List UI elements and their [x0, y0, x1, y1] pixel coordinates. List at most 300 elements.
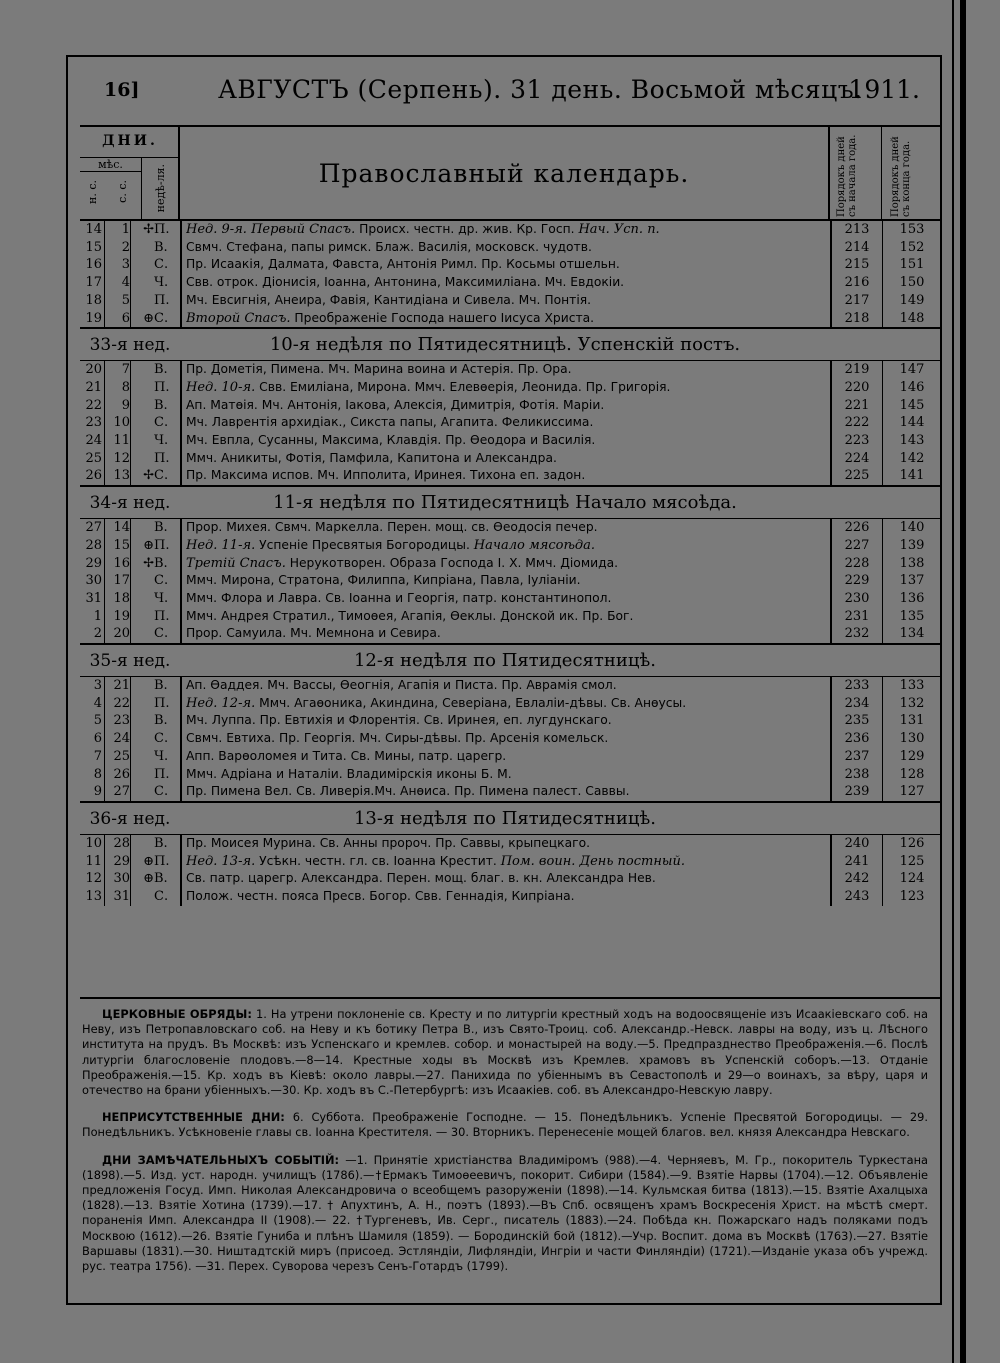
day-from-start: 243: [844, 889, 870, 904]
weekday: П.: [154, 379, 170, 395]
week-title: 11-я недѣля по Пятидесятницѣ Начало мясоѣда.: [273, 492, 737, 514]
day-to-end: 131: [899, 713, 925, 729]
calendar-table: [80, 125, 942, 999]
table-row: [80, 379, 942, 397]
calendar-title: Православный календарь.: [318, 159, 690, 188]
table-row: [80, 835, 942, 853]
saints-text: [186, 853, 826, 871]
weekday: Ч.: [154, 275, 169, 291]
saints-list: Свв. отрок. Діонисія, Іоанна, Антонина, Максимиліана. Мч. Евдокіи.: [186, 275, 625, 290]
table-row: [80, 256, 942, 274]
column-rule: [130, 221, 131, 327]
column-rule: [882, 221, 883, 327]
day-to-end: 136: [899, 590, 925, 606]
saints-text: [186, 310, 826, 328]
day-to-end: 151: [899, 257, 925, 273]
saints-list: Св. патр. царегр. Александра. Перен. мощ. благ. в. кн. Александра Нев.: [186, 871, 656, 886]
header-col-from-start: [830, 127, 882, 221]
saints-list: Пр. Пимена Вел. Св. Ливерія.Мч. Анѳиса. Пр. Пимена палест. Саввы.: [186, 784, 630, 799]
page-number: 16]: [104, 79, 140, 101]
new-style-day: 9: [93, 784, 102, 800]
old-style-day: 29: [113, 853, 130, 869]
day-to-end: 147: [899, 362, 925, 378]
table-row: [80, 239, 942, 257]
weekday: Ч.: [154, 748, 169, 764]
feast-symbol: ✢: [143, 222, 154, 237]
day-from-start: 233: [844, 678, 870, 693]
day-to-end: 130: [899, 731, 925, 747]
new-style-day: 31: [85, 590, 102, 606]
saints-text: [186, 625, 826, 643]
day-to-end: 144: [899, 415, 925, 431]
day-to-end: 133: [899, 678, 925, 693]
weekday: П.: [154, 222, 170, 237]
table-row: [80, 274, 942, 292]
day-to-end: 132: [899, 695, 925, 711]
old-style-day: 25: [113, 748, 130, 764]
column-rule: [104, 361, 105, 485]
week-label: 35-я нед.: [89, 651, 171, 671]
table-row: [80, 590, 942, 608]
feast-symbol: ✢: [143, 555, 154, 571]
saints-list: Ммч. Агаѳоника, Акиндина, Северіана, Евлаліи-дѣвы. Св. Анѳусы.: [255, 695, 687, 710]
table-row: [80, 695, 942, 713]
saints-text: [186, 239, 826, 257]
column-rule: [830, 361, 832, 485]
day-from-start: 216: [844, 275, 870, 291]
table-row: [80, 730, 942, 748]
feast-note: Пом. воин. День постный.: [500, 853, 686, 869]
column-rule: [104, 519, 105, 643]
day-from-start: 235: [844, 713, 870, 729]
saints-text: [186, 555, 826, 573]
saints-list: Пр. Дометія, Пимена. Мч. Марина воина и Астерія. Пр. Ора.: [186, 362, 572, 377]
table-row: [80, 555, 942, 573]
saints-list: Ммч. Аникиты, Фотія, Памфила, Капитона и Александра.: [186, 450, 557, 465]
weekday: С.: [154, 257, 169, 273]
column-rule: [130, 835, 131, 906]
page-title: АВГУСТЪ (Серпень). 31 день. Восьмой мѣсяцъ.: [218, 75, 863, 104]
weekday: В.: [154, 871, 168, 887]
saints-text: [186, 695, 826, 713]
saints-list: Ап. Ѳаддея. Мч. Вассы, Ѳеогнія, Агапія и Писта. Пр. Аврамія смол.: [186, 678, 617, 692]
week-label: 36-я нед.: [89, 808, 171, 829]
table-row: [80, 783, 942, 801]
old-style-day: 28: [113, 835, 130, 851]
day-from-start: 238: [844, 766, 870, 782]
day-from-start: 215: [844, 257, 870, 273]
weekday: В.: [154, 555, 168, 571]
weekday: П.: [154, 450, 170, 466]
old-style-day: 9: [121, 397, 130, 413]
new-style-day: 25: [85, 450, 102, 466]
weekday: Ч.: [154, 433, 169, 448]
binding-edge-line: [960, 0, 966, 1363]
table-row: [80, 432, 942, 450]
day-to-end: 142: [899, 450, 925, 466]
saints-list: Прор. Самуила. Мч. Мемнона и Севира.: [186, 626, 441, 641]
weekday: С.: [154, 468, 169, 484]
column-rule: [180, 221, 182, 327]
saints-text: [186, 361, 826, 379]
saints-list: Мч. Луппа. Пр. Евтихія и Флорентія. Св. Иринея, еп. лугдунскаго.: [186, 713, 612, 728]
new-style-day: 4: [93, 695, 102, 711]
weekday: С.: [154, 415, 169, 431]
old-style-day: 1: [121, 222, 130, 237]
table-row: [80, 888, 942, 906]
table-row: [80, 519, 942, 537]
old-style-day: 18: [113, 590, 130, 606]
saints-list: Апп. Варѳоломея и Тита. Св. Мины, патр. царегр.: [186, 748, 507, 763]
weekday: С.: [154, 889, 169, 904]
new-style-day: 2: [93, 626, 102, 642]
old-style-day: 13: [113, 468, 130, 484]
day-from-start: 228: [844, 555, 870, 571]
column-rule: [130, 361, 131, 485]
page-header: [68, 57, 940, 127]
table-row: [80, 414, 942, 432]
day-from-start: 241: [844, 853, 870, 869]
saints-list: Пр. Исаакія, Далмата, Фавста, Антонія Римл. Пр. Косьмы отшельн.: [186, 257, 620, 272]
saints-list: Ммч. Андрея Стратил., Тимоѳея, Агапія, Ѳеклы. Донской ик. Пр. Бог.: [186, 608, 634, 623]
day-from-start: 237: [844, 748, 870, 764]
table-row: [80, 748, 942, 766]
day-from-start: 213: [844, 222, 870, 237]
day-to-end: 126: [899, 835, 925, 851]
day-from-start: 230: [844, 590, 870, 606]
day-from-start: 214: [844, 239, 870, 255]
new-style-day: 18: [85, 292, 102, 308]
weekday: С.: [154, 310, 169, 326]
table-row: [80, 310, 942, 328]
header-col-to-end-label: Порядокъ дней съ конца года.: [890, 136, 912, 217]
day-from-start: 232: [844, 626, 870, 642]
old-style-day: 3: [121, 257, 130, 273]
page-year: 1911.: [848, 75, 920, 104]
saints-text: [186, 748, 826, 766]
saints-text: [186, 608, 826, 626]
saints-text: [186, 221, 826, 239]
old-style-day: 31: [113, 889, 130, 904]
binding-edge-line-thin: [952, 0, 954, 1363]
table-row: [80, 625, 942, 643]
day-to-end: 145: [899, 397, 925, 413]
new-style-day: 11: [85, 853, 102, 869]
column-rule: [830, 221, 832, 327]
holidays-paragraph: [82, 1110, 928, 1140]
new-style-day: 7: [93, 748, 102, 764]
column-rule: [830, 677, 832, 801]
day-to-end: 150: [899, 275, 925, 291]
saints-text: [186, 537, 826, 555]
saints-text: [186, 572, 826, 590]
new-style-day: 14: [85, 222, 102, 237]
old-style-day: 15: [113, 537, 130, 553]
notes-section: [82, 1007, 928, 1286]
column-rule: [882, 835, 883, 906]
day-from-start: 226: [844, 520, 870, 536]
weekday: П.: [154, 766, 170, 782]
new-style-day: 21: [85, 379, 102, 395]
table-row: [80, 361, 942, 379]
day-to-end: 124: [899, 871, 925, 887]
day-to-end: 143: [899, 433, 925, 448]
day-from-start: 224: [844, 450, 870, 466]
table-row: [80, 221, 942, 239]
saints-list: Свв. Емиліана, Мирона. Ммч. Елевѳерія, Леонида. Пр. Григорія.: [255, 379, 671, 394]
church-rites-paragraph: [82, 1007, 928, 1098]
saints-list: Усѣкн. честн. гл. св. Іоанна Крестит.: [255, 853, 501, 868]
old-style-day: 4: [121, 275, 130, 291]
old-style-day: 24: [113, 731, 130, 747]
old-style-day: 8: [121, 379, 130, 395]
table-row: [80, 608, 942, 626]
saints-list: Пр. Моисея Мурина. Св. Анны пророч. Пр. Саввы, крыпецкаго.: [186, 835, 591, 850]
column-rule: [882, 519, 883, 643]
events-paragraph: [82, 1153, 928, 1275]
day-to-end: 138: [899, 555, 925, 571]
week-label: 33-я нед.: [89, 335, 171, 356]
day-from-start: 222: [844, 415, 870, 431]
weekday: С.: [154, 731, 169, 747]
day-to-end: 141: [899, 468, 925, 484]
weekday: Ч.: [154, 590, 169, 606]
header-col-from-start-label: Порядокъ дней съ начала года.: [836, 134, 858, 217]
new-style-day: 28: [85, 537, 102, 553]
day-to-end: 148: [899, 310, 925, 326]
day-to-end: 152: [899, 239, 925, 255]
new-style-day: 26: [85, 468, 102, 484]
week-header: [80, 485, 942, 519]
table-row: [80, 572, 942, 590]
saints-text: [186, 414, 826, 432]
day-from-start: 242: [844, 871, 870, 887]
new-style-day: 27: [85, 520, 102, 536]
header-col-to-end: [882, 127, 942, 221]
saints-list: Преображеніе Господа нашего Іисуса Христа.: [290, 310, 595, 325]
week-label: 34-я нед.: [89, 493, 171, 514]
saints-text: [186, 432, 826, 450]
header-days: [80, 127, 180, 221]
day-from-start: 236: [844, 731, 870, 747]
day-to-end: 125: [899, 853, 925, 869]
table-row: [80, 677, 942, 695]
table-row: [80, 467, 942, 485]
week-header: [80, 327, 942, 361]
column-rule: [180, 835, 182, 906]
header-days-label: ДНИ.: [102, 133, 158, 149]
saints-text: [186, 379, 826, 397]
column-rule: [830, 835, 832, 906]
header-month-label: мѣс.: [80, 158, 141, 172]
old-style-day: 12: [113, 450, 130, 466]
column-rule: [130, 519, 131, 643]
church-rites-text: 1. На утрени поклоненіе св. Кресту и по литургіи крестный ходъ на водоосвященіе изъ Исаакіевскаго соб. на Неву, изъ Петропавловскаго соб. на Неву и къ ботику Петра В., изъ Свято-Троиц. соб. Александр.-Невск. лавры на воду, изъ ц. Лѣсного института на прудъ. Въ Москвѣ: изъ Успенскаго и кремлев. собор. и монастырей на воду.—5. Предпразднество Преображенія.—6. Послѣ литургіи благословеніе плодовъ.—8—14. Крестные ходы въ Москвѣ изъ Кремлев. храмовъ въ Успенскій соборъ.—13. Отданіе Преображенія.—15. Кр. ходъ въ Кіевѣ: около лавры.—27. Панихида по убіеннымъ въ Севастополѣ и 29—о воинахъ, за вѣру, царя и отечество на брани убіенныхъ.—30. Кр. ходъ въ С.-Петербургѣ: изъ Исаакіев. соб. въ Александро-Невскую лавру.: [82, 1007, 928, 1098]
saints-list: Мч. Лаврентія архидіак., Сикста папы, Агапита. Феликиссима.: [186, 415, 594, 430]
weekday: П.: [154, 292, 170, 308]
day-to-end: 139: [899, 537, 925, 553]
day-from-start: 231: [844, 608, 870, 624]
column-rule: [104, 677, 105, 801]
old-style-day: 17: [113, 573, 130, 589]
header-main: [180, 127, 830, 221]
day-to-end: 140: [899, 520, 925, 536]
day-to-end: 127: [899, 784, 925, 800]
header-weekday-label: недѣ-ля.: [154, 164, 167, 213]
day-from-start: 240: [844, 835, 870, 851]
day-to-end: 146: [899, 379, 925, 395]
header-month: [80, 157, 142, 221]
week-header: [80, 643, 942, 677]
column-rule: [830, 519, 832, 643]
day-to-end: 137: [899, 573, 925, 589]
column-rule: [104, 221, 105, 327]
weekday: В.: [154, 239, 168, 255]
weekday: В.: [154, 520, 168, 536]
new-style-day: 13: [85, 889, 102, 904]
weekday: С.: [154, 784, 169, 800]
table-row: [80, 397, 942, 415]
new-style-day: 12: [85, 871, 102, 887]
new-style-day: 16: [85, 257, 102, 273]
holidays-text: 6. Суббота. Преображеніе Господне. — 15. Понедѣльникъ. Успеніе Пресвятой Богородицы. — 29. Понедѣльникъ. Усѣкновеніе главы св. Іоанна Крестителя. — 30. Вторникъ. Перенесеніе мощей благов. вел. князя Александра Невскаго.: [82, 1110, 928, 1140]
events-text: —1. Принятіе христіанства Владиміромъ (988).—4. Черняевъ, М. Гр., покоритель Туркестана (1898).—5. Изд. уст. народн. училищъ (1786).—†Ермакъ Тимоѳеевичъ, покорит. Сибири (1584).—9. Взятіе Нарвы (1704).—12. Объявленіе предложенія Госуд. Имп. Николая Александровича о всеобщемъ разоруженіи (1898).—14. Кульмская битва (1813).—15. Взятіе Ахалцыха (1828).—13. Взятіе Хотина (1739).—17. † Апухтинъ, А. Н., поэтъ (1893).—Въ Спб. освященъ храмъ Воскресенія Христ. на мѣстѣ смерт. пораненія Имп. Александра II (1908).— 22. †Тургеневъ, Ив. Серг., писатель (1883).—24. Побѣда кн. Пожарскаго надъ поляками подъ Москвою (1612).—26. Взятіе Гуниба и плѣнъ Шамиля (1859). — Бородинскій бой (1812).—Учр. Воспит. дома въ Москвѣ (1763).—27. Взятіе Варшавы (1831).—30. Ништадтскій миръ (присоед. Эстляндіи, Лифляндіи, Ингріи и части Финляндіи) (1721).—Изданіе указа объ учрежд. рус. театра 1756). —31. Перех. Суворова черезъ Сенъ-Готардъ (1799).: [82, 1152, 928, 1274]
saints-list: Ап. Матѳія. Мч. Антонія, Іакова, Алексія, Димитрія, Фотія. Маріи.: [186, 397, 605, 412]
week-title: 10-я недѣля по Пятидесятницѣ. Успенскій постъ.: [269, 334, 741, 356]
day-from-start: 221: [844, 397, 870, 413]
day-from-start: 239: [844, 784, 870, 800]
day-from-start: 225: [844, 468, 870, 484]
old-style-day: 2: [121, 239, 130, 255]
weekday: В.: [154, 397, 168, 413]
saints-list: Пр. Максима испов. Мч. Ипполита, Иринея. Тихона еп. задон.: [186, 468, 586, 483]
day-from-start: 227: [844, 537, 870, 553]
table-row: [80, 712, 942, 730]
weekday: В.: [154, 678, 168, 693]
new-style-day: 17: [85, 275, 102, 291]
feast-name: Нед. 13-я.: [186, 853, 256, 869]
saints-text: [186, 519, 826, 537]
table-row: [80, 450, 942, 468]
new-style-day: 1: [93, 608, 102, 624]
saints-list: Ммч. Мирона, Стратона, Филиппа, Кипріана, Павла, Іуліаніи.: [186, 573, 581, 588]
old-style-day: 10: [113, 415, 130, 431]
feast-symbol: ✢: [143, 468, 154, 484]
weekday: С.: [154, 573, 169, 589]
column-rule: [180, 519, 182, 643]
old-style-day: 16: [113, 555, 130, 571]
old-style-day: 27: [113, 784, 130, 800]
day-from-start: 219: [844, 362, 870, 378]
new-style-day: 10: [85, 835, 102, 851]
saints-list: Нерукотворен. Образа Господа І. Х. Ммч. Діомида.: [285, 555, 619, 570]
new-style-day: 20: [85, 362, 102, 378]
weekday: П.: [154, 853, 170, 869]
feast-symbol: ⊕: [143, 310, 154, 326]
new-style-day: 30: [85, 573, 102, 589]
feast-name: Второй Спасъ.: [186, 310, 291, 326]
day-from-start: 220: [844, 379, 870, 395]
table-row: [80, 292, 942, 310]
week-title: 12-я недѣля по Пятидесятницѣ.: [353, 650, 656, 671]
weekday: В.: [154, 835, 168, 851]
old-style-day: 26: [113, 766, 130, 782]
saints-list: Мч. Евсигнія, Анеира, Фавія, Кантидіана и Сивела. Мч. Понтія.: [186, 292, 592, 307]
table-row: [80, 766, 942, 784]
new-style-day: 5: [93, 713, 102, 729]
column-rule: [882, 677, 883, 801]
new-style-day: 19: [85, 310, 102, 326]
old-style-day: 7: [121, 362, 130, 378]
weekday: В.: [154, 362, 168, 378]
old-style-day: 20: [113, 626, 130, 642]
new-style-day: 15: [85, 239, 102, 255]
weekday: П.: [154, 695, 170, 711]
new-style-day: 29: [85, 555, 102, 571]
header-weekday: [142, 157, 180, 221]
header-new-style: н. с.: [86, 180, 99, 204]
week-title: 13-я недѣля по Пятидесятницѣ.: [353, 807, 656, 829]
saints-text: [186, 835, 826, 853]
saints-list: Прор. Михея. Свмч. Маркелла. Перен. мощ. св. Ѳеодосія печер.: [186, 520, 598, 535]
saints-text: [186, 870, 826, 888]
feast-note: Нач. Усп. п.: [578, 222, 660, 237]
new-style-day: 3: [93, 678, 102, 693]
saints-text: [186, 888, 826, 906]
feast-symbol: ⊕: [143, 537, 154, 553]
day-from-start: 234: [844, 695, 870, 711]
table-row: [80, 537, 942, 555]
day-from-start: 218: [844, 310, 870, 326]
day-to-end: 123: [899, 889, 925, 904]
day-from-start: 223: [844, 433, 870, 448]
day-from-start: 217: [844, 292, 870, 308]
day-to-end: 129: [899, 748, 925, 764]
saints-text: [186, 467, 826, 485]
feast-name: Третій Спасъ.: [186, 555, 286, 571]
saints-text: [186, 590, 826, 608]
feast-name: Нед. 11-я.: [186, 537, 256, 553]
saints-text: [186, 730, 826, 748]
weekday: П.: [154, 537, 170, 553]
feast-name: Нед. 9-я. Первый Спасъ.: [186, 222, 356, 237]
saints-text: [186, 292, 826, 310]
saints-list: Ммч. Адріана и Наталіи. Владимірскія иконы Б. М.: [186, 766, 512, 781]
weekday: П.: [154, 608, 170, 624]
day-to-end: 134: [899, 626, 925, 642]
saints-text: [186, 766, 826, 784]
saints-list: Ммч. Флора и Лавра. Св. Іоанна и Георгія, патр. константинопол.: [186, 590, 612, 605]
day-from-start: 229: [844, 573, 870, 589]
holidays-heading: НЕПРИСУТСТВЕННЫЕ ДНИ:: [102, 1110, 285, 1125]
saints-list: Свмч. Евтиха. Пр. Георгія. Мч. Сиры-дѣвы. Пр. Арсенія комельск.: [186, 731, 609, 746]
feast-name: Нед. 12-я.: [186, 695, 256, 711]
new-style-day: 22: [85, 397, 102, 413]
church-rites-heading: ЦЕРКОВНЫЕ ОБРЯДЫ:: [102, 1007, 252, 1021]
header-old-style: с. с.: [116, 180, 129, 203]
old-style-day: 14: [113, 520, 130, 536]
day-to-end: 128: [899, 766, 925, 782]
feast-name: Нед. 10-я.: [186, 379, 256, 395]
day-to-end: 149: [899, 292, 925, 308]
old-style-day: 23: [113, 713, 130, 729]
feast-symbol: ⊕: [143, 871, 154, 887]
column-rule: [104, 835, 105, 906]
saints-list: Мч. Евпла, Сусанны, Максима, Клавдія. Пр. Ѳеодора и Василія.: [186, 433, 596, 447]
old-style-day: 5: [121, 292, 130, 308]
new-style-day: 8: [93, 766, 102, 782]
weekday: В.: [154, 713, 168, 729]
